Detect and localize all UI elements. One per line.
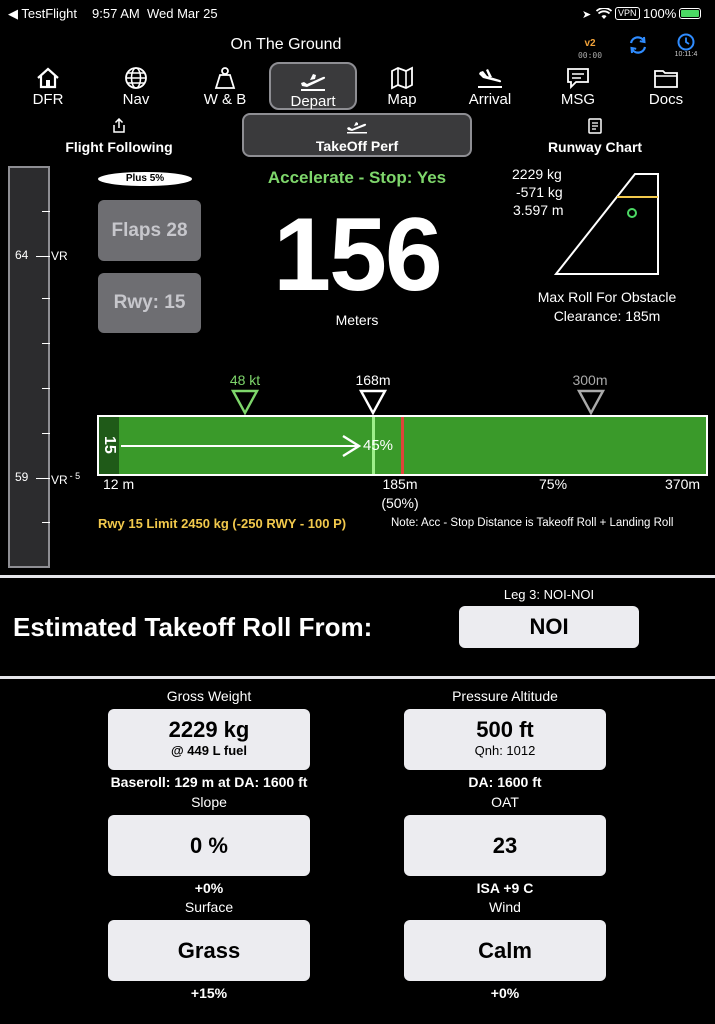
nav-label: MSG: [560, 91, 596, 108]
weight-value: 2229 kg: [512, 166, 562, 182]
flaps-button[interactable]: Flaps 28: [98, 200, 201, 261]
midpoint-marker: [401, 417, 404, 474]
takeoff-perf-label: TakeOff Perf: [315, 138, 399, 154]
chart-icon: [587, 118, 603, 134]
nav-label: Arrival: [468, 91, 512, 108]
slope-button[interactable]: 0 %: [108, 815, 310, 876]
wifi-icon: [596, 7, 612, 25]
obstacle-height: 3.597 m: [513, 202, 564, 218]
vr5-marker-line: [36, 478, 50, 479]
surface-note: +15%: [190, 985, 228, 1001]
status-time: 9:57 AM: [92, 6, 140, 21]
runway-start-label: 12 m: [103, 476, 135, 492]
nav-msg[interactable]: [533, 62, 623, 110]
estimate-heading: Estimated Takeoff Roll From:: [13, 612, 373, 642]
section-divider: [0, 676, 715, 679]
tape-tick: [42, 211, 50, 212]
acc-stop-note: Note: Acc - Stop Distance is Takeoff Roll + Landing Roll: [391, 517, 674, 529]
slope-note: +0%: [194, 880, 224, 896]
takeoff-perf-tab[interactable]: [242, 113, 472, 157]
version-badge: v2: [584, 38, 596, 49]
limit-marker-triangle-icon: [577, 389, 605, 415]
accelerate-stop-status: Accelerate - Stop: Yes: [267, 168, 447, 187]
slope-label: Slope: [191, 794, 227, 810]
back-to-app[interactable]: [8, 6, 77, 22]
map-icon: [389, 66, 415, 90]
isa-note: ISA +9 C: [476, 880, 534, 896]
tape-vr-value: 64: [15, 248, 29, 262]
nav-wb[interactable]: [180, 62, 270, 110]
roll-percent-label: 45%: [363, 437, 394, 454]
plane-takeoff-icon: [345, 118, 369, 134]
gross-weight-label: Gross Weight: [166, 688, 252, 704]
plane-arrival-icon: [475, 66, 505, 90]
roll-arrow-shaft: [121, 445, 359, 447]
runway-mid-label: 185m: [382, 476, 418, 492]
airport-select-button[interactable]: NOI: [459, 606, 639, 648]
limit-marker-label: 300m: [572, 372, 608, 388]
nav-dfr[interactable]: [3, 62, 93, 110]
speed-marker-triangle-icon: [231, 389, 259, 415]
leg-label: Leg 3: NOI-NOI: [503, 587, 595, 602]
flight-following-button[interactable]: [60, 118, 178, 155]
plane-departure-icon: [298, 68, 328, 92]
runway-bar[interactable]: [97, 415, 708, 476]
distance-unit: Meters: [335, 312, 379, 328]
battery-icon: [679, 8, 701, 19]
nav-label: Map: [387, 91, 417, 108]
nav-depart[interactable]: [269, 62, 357, 110]
runway-75-label: 75%: [539, 476, 568, 492]
back-caret-icon: ◀: [8, 6, 18, 21]
flight-following-label: Flight Following: [65, 139, 173, 155]
tape-tick: [42, 298, 50, 299]
gross-weight-button[interactable]: [108, 709, 310, 770]
section-divider: [0, 575, 715, 578]
share-icon: [112, 118, 126, 134]
tape-vr5-label: VR $^{- 5}$: [51, 471, 81, 487]
density-altitude-note: DA: 1600 ft: [468, 774, 542, 790]
message-icon: [565, 66, 591, 90]
accstop-marker-triangle-icon: [359, 389, 387, 415]
tape-tick: [42, 522, 50, 523]
globe-icon: [123, 66, 149, 90]
baseroll-note: Baseroll: 129 m at DA: 1600 ft: [110, 774, 308, 790]
tape-vr5-value: 59: [15, 470, 29, 484]
runway-select-button[interactable]: Rwy: 15: [98, 273, 201, 333]
weight-icon: [212, 66, 238, 90]
sync-icon[interactable]: [627, 34, 649, 61]
oat-button[interactable]: 23: [404, 815, 606, 876]
folder-icon: [652, 66, 680, 90]
status-date: Wed Mar 25: [147, 6, 218, 21]
back-app-label: TestFlight: [21, 6, 78, 21]
wind-note: +0%: [490, 985, 520, 1001]
runway-end-label: 370m: [665, 476, 701, 492]
nav-docs[interactable]: [621, 62, 711, 110]
wind-label: Wind: [489, 899, 521, 915]
home-icon: [35, 66, 61, 90]
pressure-altitude-label: Pressure Altitude: [452, 688, 558, 704]
max-roll-line1: Max Roll For Obstacle: [537, 289, 677, 305]
vpn-badge: VPN: [615, 7, 640, 20]
runway-number: 15: [101, 436, 118, 454]
arrow-right-icon: [339, 434, 363, 458]
nav-arrival[interactable]: [445, 62, 535, 110]
nav-label: Docs: [648, 91, 684, 108]
location-icon: ➤: [582, 9, 592, 21]
nav-map[interactable]: [357, 62, 447, 110]
vr-marker-line: [36, 256, 50, 257]
obstacle-clearance-diagram: [553, 172, 661, 278]
speed-marker-label: 48 kt: [229, 372, 261, 388]
runway-chart-button[interactable]: [540, 118, 650, 155]
oat-label: OAT: [491, 794, 519, 810]
qnh-value: Qnh: 1012: [474, 743, 536, 758]
nav-label: W & B: [203, 91, 247, 108]
tape-tick: [42, 433, 50, 434]
runway-mid-percent: (50%): [381, 495, 419, 511]
runway-limit-text: Rwy 15 Limit 2450 kg (-250 RWY - 100 P): [98, 516, 347, 531]
surface-label: Surface: [184, 899, 234, 915]
accstop-marker-label: 168m: [355, 372, 391, 388]
clock-time: 10:11:4: [674, 51, 698, 58]
gross-weight-value: 2229 kg: [168, 717, 250, 742]
page-title: On The Ground: [230, 36, 342, 53]
speed-tape[interactable]: [8, 166, 50, 568]
max-roll-line2: Clearance: 185m: [553, 308, 661, 324]
nav-label: Depart: [290, 93, 336, 110]
surface-button[interactable]: Grass: [108, 920, 310, 981]
nav-nav[interactable]: [91, 62, 181, 110]
pressure-altitude-value: 500 ft: [476, 717, 534, 742]
tape-vr-label: VR: [51, 249, 68, 263]
plus-5-pill[interactable]: Plus 5%: [98, 172, 192, 186]
pressure-altitude-button[interactable]: [404, 709, 606, 770]
weight-margin: -571 kg: [516, 184, 563, 200]
takeoff-distance-value: 156: [273, 197, 441, 313]
tape-tick: [42, 388, 50, 389]
version-time: 00:00: [577, 51, 603, 60]
nav-label: DFR: [32, 91, 64, 108]
gross-weight-fuel: @ 449 L fuel: [170, 743, 248, 758]
runway-chart-label: Runway Chart: [547, 139, 643, 155]
nav-label: Nav: [122, 91, 150, 108]
tape-tick: [42, 343, 50, 344]
wind-button[interactable]: Calm: [404, 920, 606, 981]
battery-percent: 100%: [643, 6, 677, 21]
